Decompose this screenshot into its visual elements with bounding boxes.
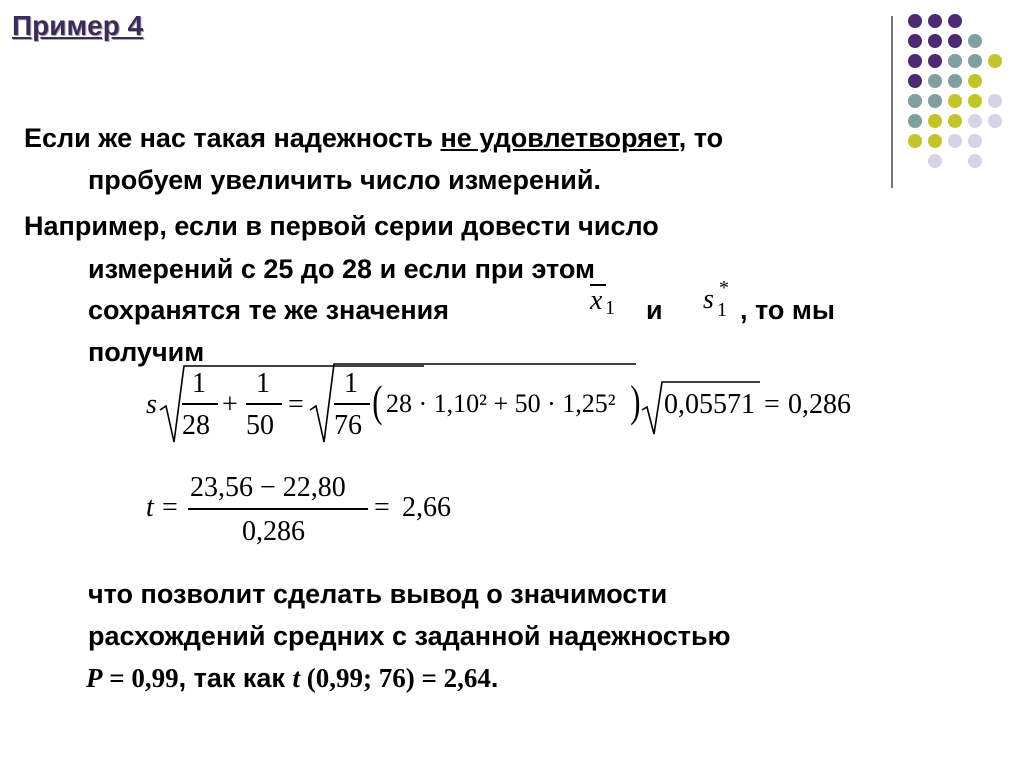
formula-t: t = 23,56 − 22,80 0,286 = 2,66 — [146, 472, 451, 547]
decor-dot-grid — [902, 14, 1018, 164]
p-symbol: P — [86, 663, 103, 693]
decor-dot — [908, 54, 922, 68]
decor-dot — [948, 134, 962, 148]
para1-text: Если же нас такая надежность — [24, 123, 441, 153]
decor-dot — [928, 34, 942, 48]
decor-divider — [891, 16, 893, 188]
decor-dot — [948, 114, 962, 128]
conclusion-line3 — [86, 662, 498, 694]
para2-line2: измерений с 25 до 28 и если при этом — [88, 254, 596, 284]
decor-dot — [928, 134, 942, 148]
decor-dot — [928, 154, 942, 168]
para2-line3-end: , то мы — [740, 295, 835, 325]
p-value: = 0,99 — [102, 663, 179, 693]
decor-dot — [928, 74, 942, 88]
slide-title: Пример 4 — [12, 10, 144, 41]
decor-dot — [968, 74, 982, 88]
decor-dot — [908, 34, 922, 48]
conclusion-mid: , так как — [178, 663, 293, 693]
decor-dot — [968, 134, 982, 148]
decor-dot — [968, 54, 982, 68]
decor-dot — [908, 114, 922, 128]
decor-dot — [988, 114, 1002, 128]
decor-dot — [948, 14, 962, 28]
decor-dot — [928, 114, 942, 128]
para2-line1: Например, если в первой серии довести число — [24, 211, 659, 241]
decor-dot — [968, 154, 982, 168]
decor-dot — [948, 54, 962, 68]
conclusion-line2: расхождений средних с заданной надежностью — [88, 621, 731, 651]
decor-dot — [948, 34, 962, 48]
decor-dot — [948, 94, 962, 108]
decor-dot — [988, 94, 1002, 108]
decor-dot — [968, 94, 982, 108]
t-value: (0,99; 76) = 2,64 — [299, 663, 491, 693]
para1-line1 — [24, 122, 723, 154]
para1-line2: пробуем увеличить число измерений. — [88, 165, 601, 195]
decor-dot — [968, 114, 982, 128]
para1-underlined: не удовлетворяет — [440, 123, 679, 153]
para2-and: и — [646, 295, 663, 325]
para2-line4: получим — [88, 337, 205, 367]
decor-dot — [968, 34, 982, 48]
decor-dot — [928, 94, 942, 108]
conclusion-line1: что позволит сделать вывод о значимости — [88, 579, 668, 609]
t-symbol: t — [292, 663, 300, 693]
para1-tail: , то — [678, 123, 724, 153]
para2-line3-start: сохранятся те же значения — [88, 295, 450, 325]
decor-dot — [988, 54, 1002, 68]
decor-dot — [908, 74, 922, 88]
decor-dot — [908, 94, 922, 108]
decor-dot — [928, 54, 942, 68]
decor-dot — [928, 14, 942, 28]
conclusion-end: . — [490, 663, 499, 693]
formula-s: s 1 28 + 1 50 = 1 76 ( 28 · 1,10² + 50 · 1,25² ) 0,05571 = 0,286 — [140, 358, 880, 448]
decor-dot — [908, 14, 922, 28]
decor-dot — [908, 134, 922, 148]
decor-dot — [948, 74, 962, 88]
